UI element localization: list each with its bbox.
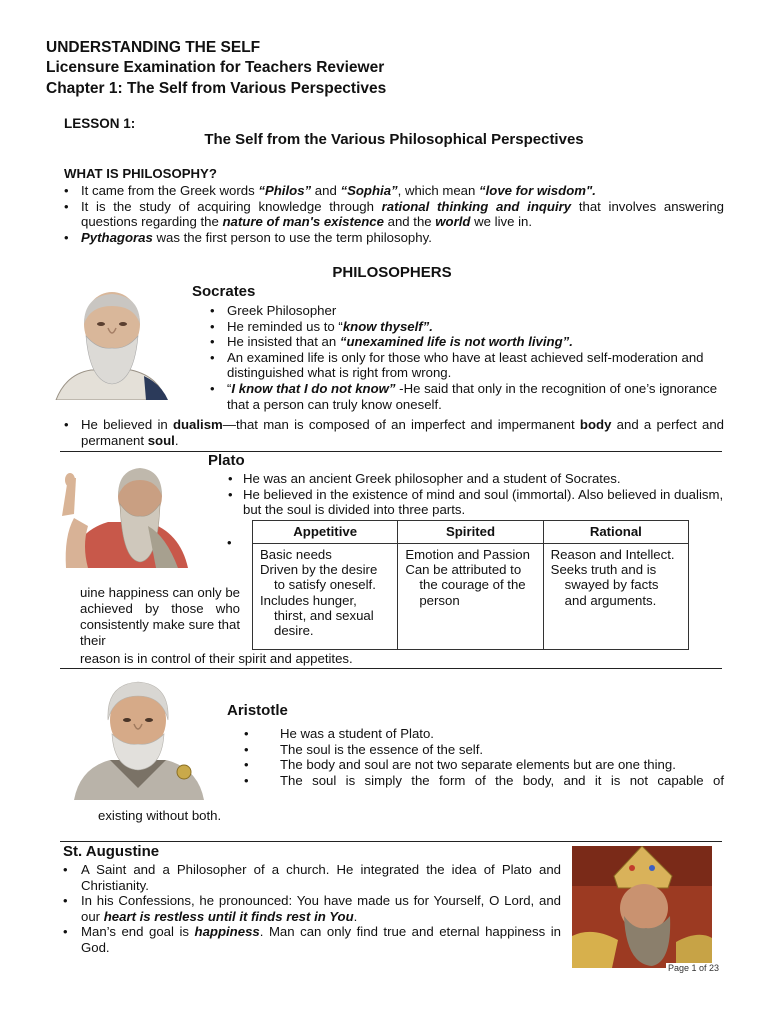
table-row xyxy=(253,544,689,650)
aristotle-name: Aristotle xyxy=(227,702,288,719)
section-divider xyxy=(60,451,722,452)
page-number: Page 1 of 23 xyxy=(668,963,720,973)
table-header-row xyxy=(253,521,689,544)
table-cell-appetitive: Basic needs Driven by the desire to satisfy oneself. Includes hunger, thirst, and sexual desire. xyxy=(253,544,398,650)
philosophy-heading: WHAT IS PHILOSOPHY? xyxy=(64,166,217,181)
plato-bullets xyxy=(228,471,724,518)
list-item: • He insisted that an “unexamined life is not worth living”. xyxy=(210,334,573,350)
list-item: • He was a student of Plato. xyxy=(244,726,434,741)
list-item: • He believed in dualism—that man is composed of an imperfect and impermanent body and a perfect and permanent soul. xyxy=(64,417,724,448)
table-cell-rational: Reason and Intellect. Seeks truth and is swayed by facts and arguments. xyxy=(543,544,688,650)
aristotle-tail: existing without both. xyxy=(98,808,222,823)
augustine-portrait xyxy=(572,846,712,968)
list-item: • Man’s end goal is happiness. Man can only find true and eternal happiness in God. xyxy=(63,924,561,955)
plato-happiness-tail: reason is in control of their spirit and appetites. xyxy=(80,651,353,666)
augustine-name: St. Augustine xyxy=(63,843,160,860)
socrates-portrait xyxy=(46,284,176,400)
list-item: • It came from the Greek words “Philos” and “Sophia”, which mean “love for wisdom". xyxy=(64,183,596,198)
list-item: • In his Confessions, he pronounced: You have made us for Yourself, O Lord, and our heart is restless until it finds rest in You. xyxy=(63,893,561,924)
list-item: • “I know that I do not know” -He said that only in the recognition of one’s ignorance that a person can truly know oneself. xyxy=(210,380,718,412)
table-header: Spirited xyxy=(398,521,543,544)
table-header: Appetitive xyxy=(253,521,398,544)
list-item: • He was an ancient Greek philosopher and a student of Socrates. xyxy=(228,471,621,486)
aristotle-bullets xyxy=(244,726,724,788)
aristotle-portrait xyxy=(66,676,210,800)
list-item: • He believed in the existence of mind and soul (immortal). Also believed in dualism, but the soul is divided into three parts. xyxy=(228,486,724,518)
list-item: • The soul is the essence of the self. xyxy=(244,741,484,757)
document-subtitle: Licensure Examination for Teachers Reviewer xyxy=(46,59,385,76)
lesson-title: The Self from the Various Philosophical Perspectives xyxy=(204,131,584,148)
list-bullet: • xyxy=(227,535,232,550)
list-item: • Greek Philosopher xyxy=(210,303,337,318)
list-item: • It is the study of acquiring knowledge through rational thinking and inquiry that involves answering questions regarding the nature of man's existence and the world we live in. xyxy=(64,198,725,230)
section-divider xyxy=(60,841,722,842)
list-item: • He reminded us to “know thyself”. xyxy=(210,318,433,334)
list-item: • The body and soul are not two separate elements but are one thing. xyxy=(244,757,676,773)
augustine-bullets xyxy=(63,862,561,956)
soul-parts-table xyxy=(252,520,689,650)
list-item: • A Saint and a Philosopher of a church. He integrated the idea of Plato and Christianity. xyxy=(63,862,561,893)
list-item: • Pythagoras was the first person to use the term philosophy. xyxy=(64,229,432,245)
philosophers-heading: PHILOSOPHERS xyxy=(332,264,452,281)
table-cell-spirited: Emotion and Passion Can be attributed to the courage of the person xyxy=(398,544,543,650)
table-header: Rational xyxy=(543,521,688,544)
chapter-title: Chapter 1: The Self from Various Perspectives xyxy=(46,80,387,97)
plato-portrait xyxy=(48,456,196,568)
philosophy-bullets xyxy=(64,183,724,245)
lesson-label: LESSON 1: xyxy=(64,116,136,131)
plato-happiness-text: uine happiness can only be achieved by those who consistently make sure that their xyxy=(80,585,240,648)
document-title: UNDERSTANDING THE SELF xyxy=(46,39,261,56)
socrates-name: Socrates xyxy=(192,283,256,300)
list-item: • The soul is simply the form of the body, and it is not capable of xyxy=(244,772,724,788)
socrates-bullets xyxy=(210,303,724,412)
plato-name: Plato xyxy=(208,452,245,469)
section-divider xyxy=(60,668,722,669)
list-item: • An examined life is only for those who have at least achieved self-moderation and distinguished what is right from wrong. xyxy=(210,349,704,381)
